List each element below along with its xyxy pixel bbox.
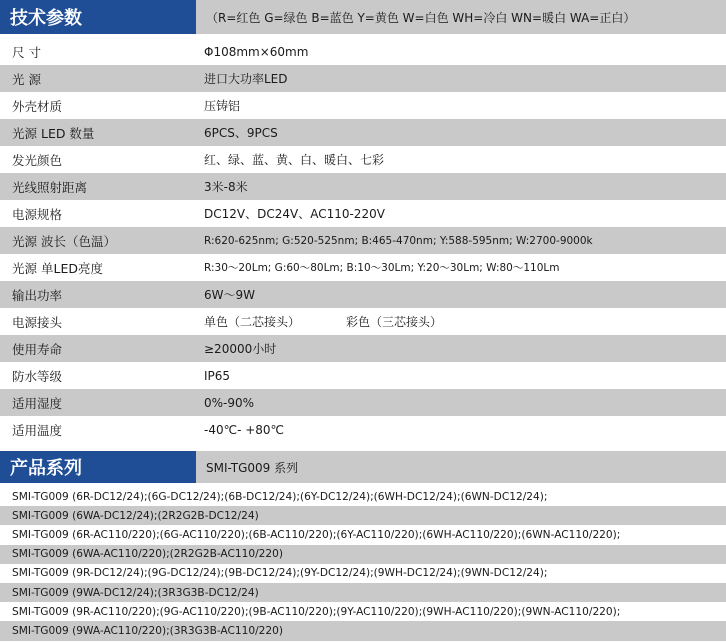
spec-row-light-source (0, 65, 726, 92)
series-line: SMI-TG009 (9R-AC110/220);(9G-AC110/220);(9B-AC110/220);(9Y-AC110/220);(9WH-AC110/220);(9WN-AC110/220); (12, 605, 621, 618)
spec-row-lifespan (0, 335, 726, 362)
spec-row-distance (0, 173, 726, 200)
spec-label: 光线照射距离 (12, 179, 88, 195)
spec-value: ≥20000小时 (204, 342, 277, 356)
series-line: SMI-TG009 (9WA-DC12/24);(3R3G3B-DC12/24) (0, 583, 726, 602)
spec-value: Φ108mm×60mm (204, 44, 309, 59)
spec-value: 6W～9W (204, 288, 256, 302)
spec-value: IP65 (204, 368, 231, 383)
color-legend: （R=红色 G=绿色 B=蓝色 Y=黄色 W=白色 WH=冷白 WN=暖白 WA=正白） (196, 0, 726, 34)
spec-label: 电源接头 (12, 314, 63, 330)
spec-value: 6PCS、9PCS (204, 126, 278, 140)
spec-row-output-power (0, 281, 726, 308)
series-line: SMI-TG009 (6WA-DC12/24);(2R2G2B-DC12/24) (0, 506, 726, 525)
spec-header (0, 0, 726, 34)
spec-label: 电源规格 (12, 206, 63, 222)
series-line: SMI-TG009 (6R-DC12/24);(6G-DC12/24);(6B-DC12/24);(6Y-DC12/24);(6WH-DC12/24);(6WN-DC12/24); (12, 490, 548, 503)
spec-row-humidity (0, 389, 726, 416)
spec-label: 光 源 (12, 71, 41, 87)
series-line: SMI-TG009 (9WA-AC110/220);(3R3G3B-AC110/220) (0, 621, 726, 640)
spec-value: 进口大功率LED (204, 72, 288, 86)
spec-row-wavelength (0, 227, 726, 254)
spec-label: 适用湿度 (12, 395, 63, 411)
spec-row-temperature (0, 416, 726, 443)
spec-value (196, 313, 726, 330)
spec-value: 压铸铝 (204, 99, 241, 113)
spec-label: 使用寿命 (12, 341, 63, 357)
series-line: SMI-TG009 (6R-AC110/220);(6G-AC110/220);(6B-AC110/220);(6Y-AC110/220);(6WH-AC110/220);(6WN-AC110/220); (12, 528, 621, 541)
spec-row-housing (0, 92, 726, 119)
spec-value: 0%-90% (204, 395, 255, 410)
series-name: SMI-TG009 系列 (196, 451, 726, 483)
series-header (0, 451, 726, 483)
connector-color: 彩色（三芯接头） (346, 315, 443, 329)
spec-label: 尺 寸 (12, 44, 41, 60)
spec-title: 技术参数 (0, 0, 196, 34)
spec-value: R:620-625nm; G:520-525nm; B:465-470nm; Y:588-595nm; W:2700-9000k (204, 234, 593, 247)
spec-value: 3米-8米 (204, 180, 248, 194)
spec-row-colors (0, 146, 726, 173)
spec-label: 外壳材质 (12, 98, 63, 114)
spec-label: 适用温度 (12, 422, 63, 438)
spec-table (0, 38, 726, 443)
spec-value: -40℃- +80℃ (204, 422, 285, 437)
spec-label: 光源 单LED亮度 (12, 260, 103, 276)
spec-label: 光源 波长（色温） (12, 233, 116, 249)
series-line: SMI-TG009 (6WA-AC110/220);(2R2G2B-AC110/220) (0, 545, 726, 564)
spec-value: DC12V、DC24V、AC110-220V (204, 207, 385, 221)
spec-row-waterproof (0, 362, 726, 389)
series-line: SMI-TG009 (9R-DC12/24);(9G-DC12/24);(9B-DC12/24);(9Y-DC12/24);(9WH-DC12/24);(9WN-DC12/24); (12, 567, 548, 580)
series-title: 产品系列 (0, 451, 196, 483)
spec-label: 光源 LED 数量 (12, 125, 95, 141)
spec-row-size (0, 38, 726, 65)
spec-value: 红、绿、蓝、黄、白、暖白、七彩 (204, 153, 385, 167)
spec-row-power-supply (0, 200, 726, 227)
spec-label: 防水等级 (12, 368, 63, 384)
connector-single: 单色（二芯接头） (204, 315, 301, 329)
spec-row-brightness (0, 254, 726, 281)
spec-label: 发光颜色 (12, 152, 63, 168)
spec-row-led-count (0, 119, 726, 146)
spec-label: 输出功率 (12, 287, 63, 303)
spec-row-connector (0, 308, 726, 335)
series-list (0, 487, 726, 641)
spec-value: R:30～20Lm; G:60～80Lm; B:10～30Lm; Y:20～30Lm; W:80～110Lm (204, 262, 560, 274)
